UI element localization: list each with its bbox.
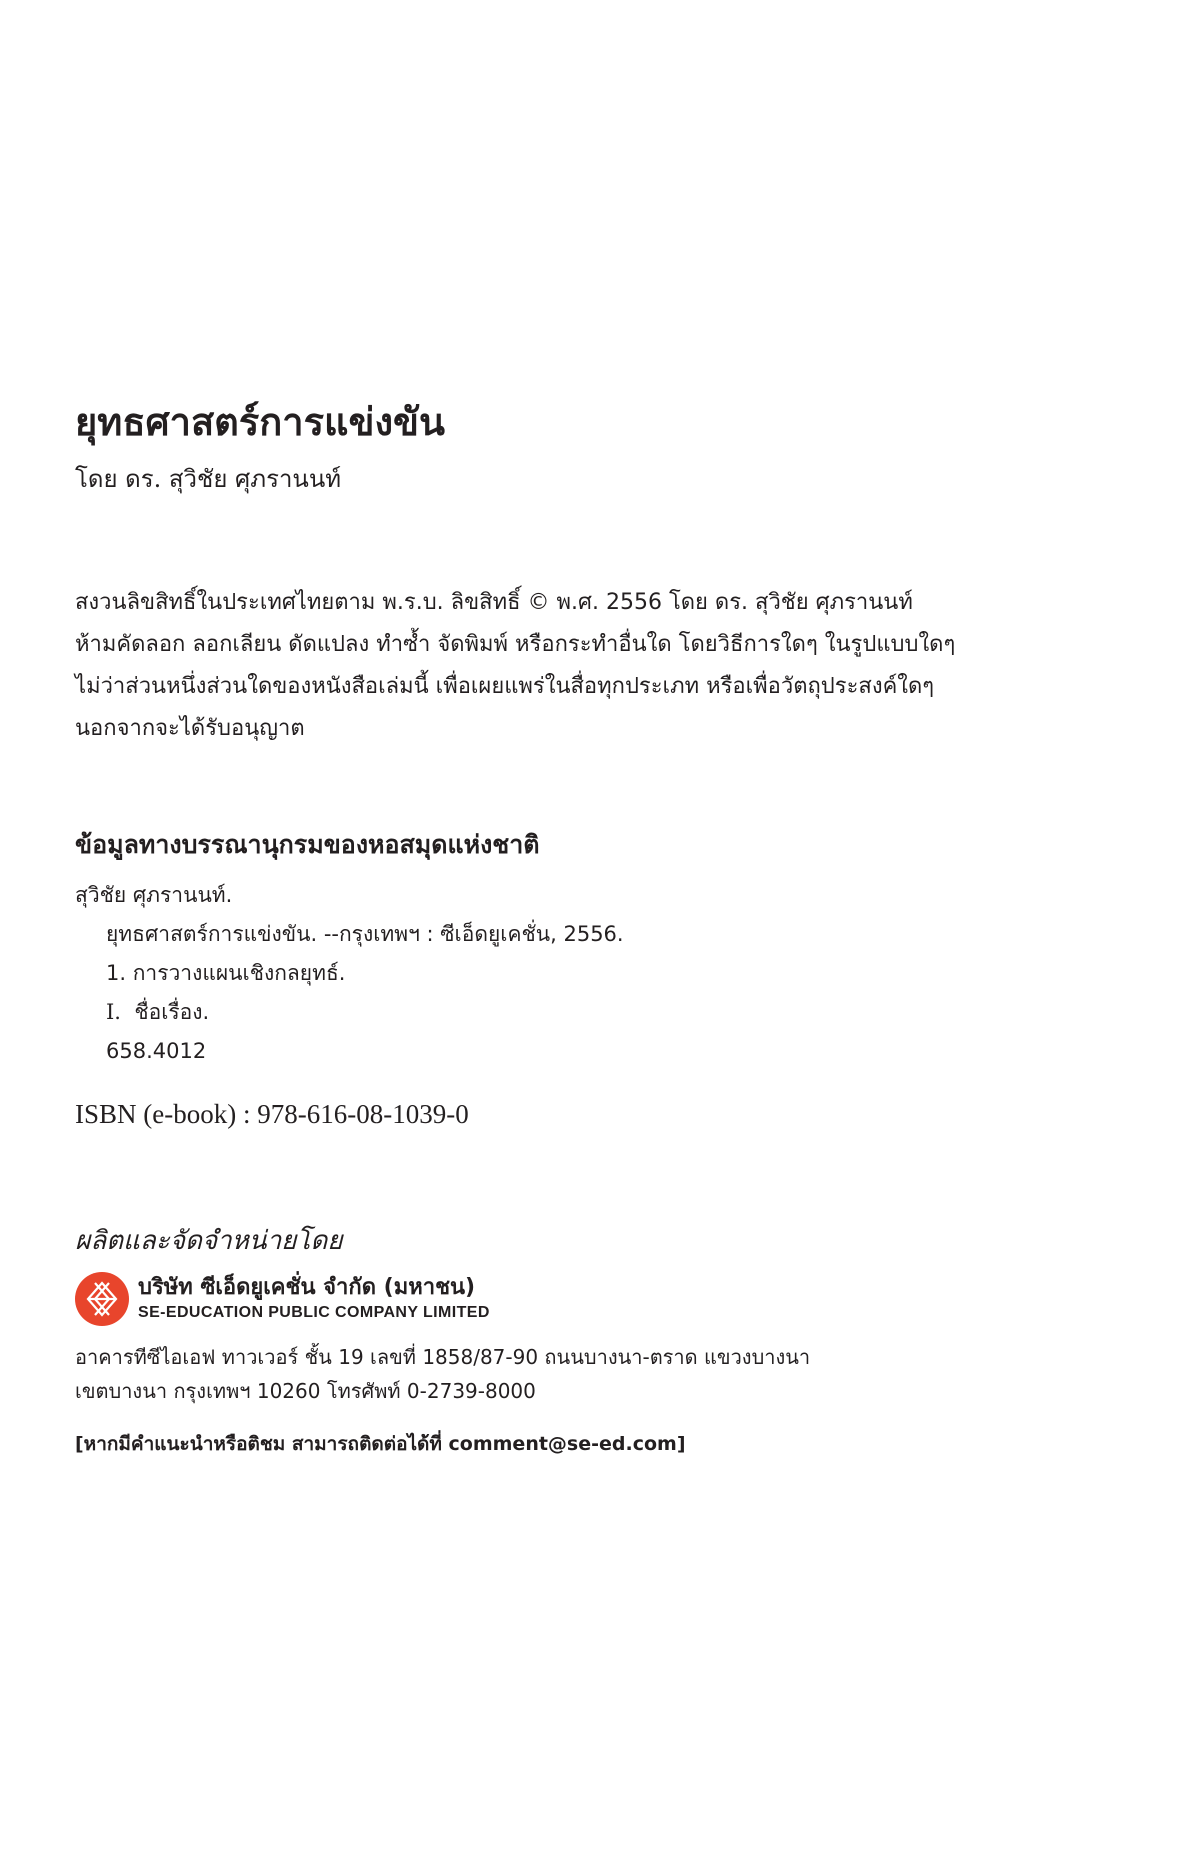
copyright-line: ไม่ว่าส่วนหนึ่งส่วนใดของหนังสือเล่มนี้ เพื่อเผยแพร่ในสื่อทุกประเภท หรือเพื่อวัตถุประสงค์ใดๆ xyxy=(75,674,935,699)
feedback-contact: [หากมีคำแนะนำหรือติชม สามารถติดต่อได้ที่ comment@se-ed.com] xyxy=(75,1433,686,1455)
cip-entry xyxy=(75,876,624,1071)
isbn: ISBN (e-book) : 978-616-08-1039-0 xyxy=(75,1099,469,1129)
cip-title-entry xyxy=(75,993,624,1032)
copyright-line: ห้ามคัดลอก ลอกเลียน ดัดแปลง ทำซ้ำ จัดพิมพ์ หรือกระทำอื่นใด โดยวิธีการใดๆ ในรูปแบบใดๆ xyxy=(75,632,956,657)
copyright-line: สงวนลิขสิทธิ์ในประเทศไทยตาม พ.ร.บ. ลิขสิทธิ์ © พ.ศ. 2556 โดย ดร. สุวิชัย ศุภรานนท์ xyxy=(75,590,913,615)
cip-heading: ข้อมูลทางบรรณานุกรมของหอสมุดแห่งชาติ xyxy=(75,830,540,859)
cip-title-line: ยุทธศาสตร์การแข่งขัน. --กรุงเทพฯ : ซีเอ็ดยูเคชั่น, 2556. xyxy=(106,922,624,946)
cip-title-entry-text: ชื่อเรื่อง. xyxy=(134,1000,210,1024)
publisher-address xyxy=(75,1340,810,1408)
cip-subject: 1. การวางแผนเชิงกลยุทธ์. xyxy=(106,961,346,985)
book-title: ยุทธศาสตร์การแข่งขัน xyxy=(75,399,445,444)
cip-roman-numeral: I. xyxy=(106,1000,121,1024)
address-line: เขตบางนา กรุงเทพฯ 10260 โทรศัพท์ 0-2739-8000 xyxy=(75,1379,536,1403)
distributed-by-label: ผลิตและจัดจำหน่ายโดย xyxy=(75,1226,343,1256)
publisher-name-th: บริษัท ซีเอ็ดยูเคชั่น จำกัด (มหาชน) xyxy=(138,1275,476,1300)
cip-classification: 658.4012 xyxy=(106,1039,207,1063)
copyright-notice xyxy=(75,582,955,750)
author-line: โดย ดร. สุวิชัย ศุภรานนท์ xyxy=(75,465,342,493)
publisher-name-en: SE-EDUCATION PUBLIC COMPANY LIMITED xyxy=(138,1304,490,1321)
copyright-line: นอกจากจะได้รับอนุญาต xyxy=(75,716,305,741)
address-line: อาคารทีซีไอเอฟ ทาวเวอร์ ชั้น 19 เลขที่ 1858/87-90 ถนนบางนา-ตราด แขวงบางนา xyxy=(75,1345,811,1369)
se-ed-logo-icon xyxy=(75,1272,129,1326)
cip-author: สุวิชัย ศุภรานนท์. xyxy=(75,883,233,907)
